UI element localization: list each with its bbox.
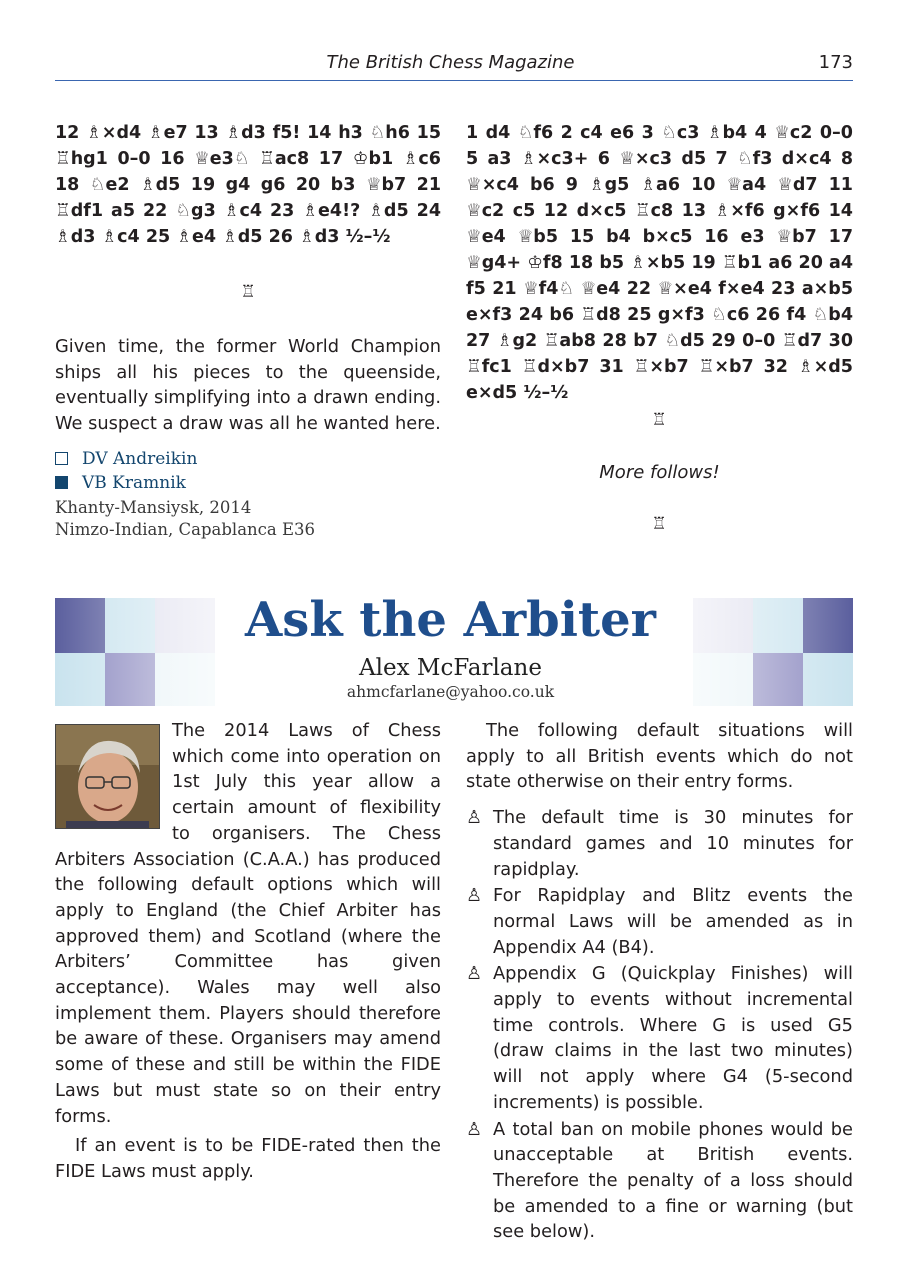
list-item [466, 883, 853, 960]
header-rule [55, 80, 853, 81]
game-opening: Nimzo-Indian, Capablanca E36 [55, 520, 316, 539]
author-email: ahmcfarlane@yahoo.co.uk [346, 683, 555, 701]
list-item-text: Appendix G (Quickplay Finishes) will apply to events without incremental time controls. Where G is used G5 (draw claims in the last two minutes) will not apply where G4 (5-second increments) is possible. [493, 963, 853, 1113]
list-item [466, 961, 853, 1115]
magazine-title: The British Chess Magazine [326, 52, 575, 73]
list-item [466, 1117, 853, 1246]
black-player-name: VB Kramnik [82, 473, 186, 493]
pawn-bullet-icon: ♙ [466, 885, 483, 907]
rook-separator-icon: ♖ [651, 410, 667, 430]
pawn-bullet-icon: ♙ [466, 963, 483, 985]
list-item-text: A total ban on mobile phones would be unacceptable at British events. Therefore the penalty of a loss should be amended to a fine or warning (but see below). [493, 1118, 853, 1243]
black-square-icon [55, 476, 68, 489]
default-rules-list [466, 805, 853, 1245]
pawn-bullet-icon: ♙ [466, 1118, 483, 1140]
list-item-text: For Rapidplay and Blitz events the normal Laws will be amended as in Appendix A4 (B4). [493, 885, 853, 958]
game-event: Khanty-Mansiysk, 2014 [55, 498, 252, 517]
pawn-bullet-icon: ♙ [466, 807, 483, 829]
game1-comment: Given time, the former World Champion ships all his pieces to the queenside, eventually simplifying into a drawn ending. We suspect a draw was all he wanted here. [55, 336, 441, 435]
game2-moves: 1 d4 ♘f6 2 c4 e6 3 ♘c3 ♗b4 4 ♕c2 0–0 5 a3 ♗×c3+ 6 ♕×c3 d5 7 ♘f3 d×c4 8 ♕×c4 b6 9 ♗g5 ♗a6 10 ♕a4 ♕d7 11 ♕c2 c5 12 d×c5 ♖c8 13 ♗×f6 g×f6 14 ♕e4 ♕b5 15 b4 b×c5 16 e3 ♕b7 17 ♕g4+ ♔f8 18 b5 ♗×b5 19 ♖b1 a6 20 a4 f5 21 ♕f4♘ ♕e4 22 ♕×e4 f×e4 23 a×b5 e×f3 24 b6 ♖d8 25 g×f3 ♘c6 26 f4 ♘b4 27 ♗g2 ♖ab8 28 b7 ♘d5 29 0–0 ♖d7 30 ♖fc1 ♖d×b7 31 ♖×b7 ♖×b7 32 ♗×d5 e×d5 ½–½ [466, 123, 853, 403]
rook-separator-icon: ♖ [651, 514, 667, 534]
article-paragraph: If an event is to be FIDE-rated then the FIDE Laws must apply. [55, 1135, 441, 1182]
black-player [55, 473, 186, 493]
rook-separator-icon: ♖ [240, 282, 256, 302]
article-paragraph: The 2014 Laws of Chess which come into operation on 1st July this year allow a certain amount of flexibility to organisers. The Chess Arbiters Association (C.A.A.) has produced the following default options which will apply to England (the Chief Arbiter has approved them) and Scotland (where the Arbiters’ Committee has given acceptance). Wales may well also implement them. Players should therefore be aware of these. Organisers may amend some of these and still be within the FIDE Laws but must state so on their entry forms. [55, 720, 441, 1127]
white-player-name: DV Andreikin [82, 449, 198, 469]
white-player [55, 449, 197, 469]
white-square-icon [55, 452, 68, 465]
article-paragraph: The following default situations will apply to all British events which do not state otherwise on their entry forms. [466, 720, 853, 793]
article-title: Ask the Arbiter [245, 592, 656, 648]
game1-moves: 12 ♗×d4 ♗e7 13 ♗d3 f5! 14 h3 ♘h6 15 ♖hg1 0–0 16 ♕e3♘ ♖ac8 17 ♔b1 ♗c6 18 ♘e2 ♗d5 19 g4 g6 20 b3 ♕b7 21 ♖df1 a5 22 ♘g3 ♗c4 23 ♗e4!? ♗d5 24 ♗d3 ♗c4 25 ♗e4 ♗d5 26 ♗d3 ½–½ [55, 123, 441, 247]
page-number: 173 [818, 52, 853, 73]
article-right-column [466, 718, 853, 1246]
article-author: Alex McFarlane [359, 655, 542, 681]
more-follows: More follows! [599, 462, 720, 483]
list-item-text: The default time is 30 minutes for standard games and 10 minutes for rapidplay. [493, 807, 853, 880]
list-item [466, 805, 853, 882]
article-left-column [55, 718, 441, 1185]
